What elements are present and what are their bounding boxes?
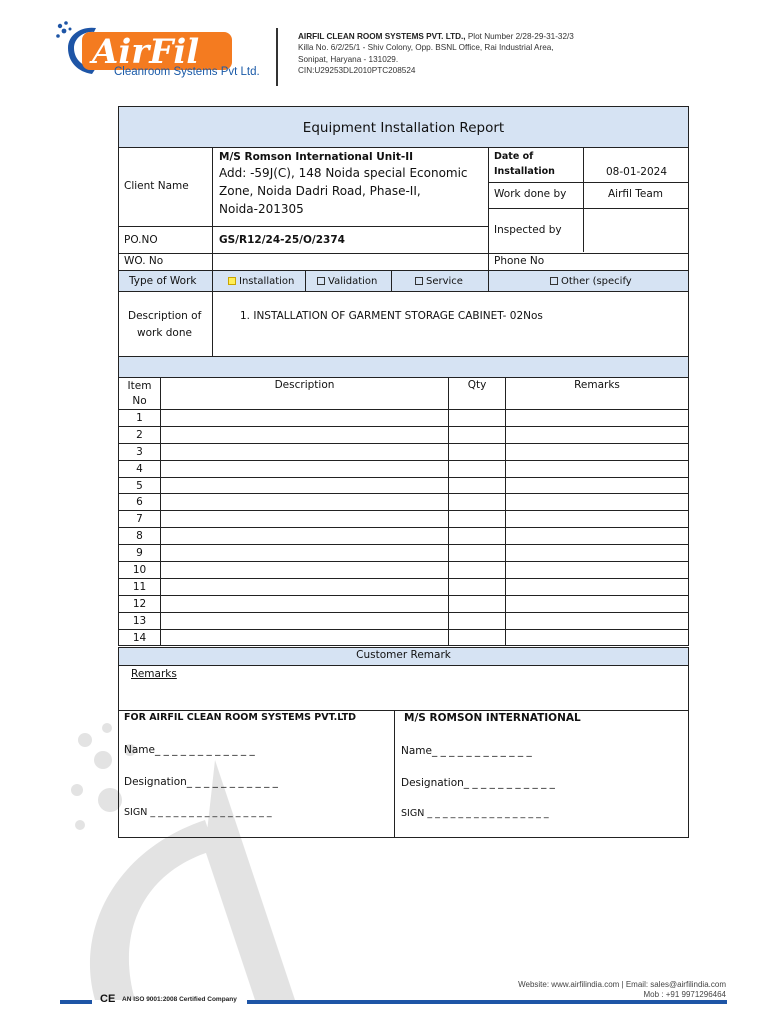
item-remarks-cell[interactable] — [506, 426, 689, 443]
checkbox-icon[interactable] — [415, 277, 423, 285]
qty-header: Qty — [449, 378, 506, 410]
item-description-cell[interactable] — [161, 578, 449, 595]
item-remarks-cell[interactable] — [506, 629, 689, 646]
table-row — [119, 494, 689, 511]
signoff-right-sign[interactable]: SIGN _ _ _ _ _ _ _ _ _ _ _ _ _ _ _ _ — [401, 808, 549, 819]
item-remarks-cell[interactable] — [506, 410, 689, 427]
item-no-header — [119, 378, 161, 410]
divider — [488, 270, 489, 292]
type-label: Installation — [239, 276, 295, 287]
type-installation-option[interactable] — [228, 276, 294, 287]
item-remarks-cell[interactable] — [506, 545, 689, 562]
client-address-3: Noida-201305 — [219, 202, 304, 216]
item-no-cell: 5 — [119, 477, 161, 494]
item-remarks-cell[interactable] — [506, 477, 689, 494]
item-no-cell: 3 — [119, 443, 161, 460]
item-qty-cell[interactable] — [449, 494, 506, 511]
checkbox-icon[interactable] — [550, 277, 558, 285]
item-description-cell[interactable] — [161, 410, 449, 427]
item-description-cell[interactable] — [161, 443, 449, 460]
signoff-left-name[interactable]: Name_ _ _ _ _ _ _ _ _ _ _ _ — [124, 744, 255, 756]
item-qty-cell[interactable] — [449, 545, 506, 562]
customer-remark-header: Customer Remark — [356, 649, 451, 661]
spacer-row — [118, 356, 689, 378]
item-qty-cell[interactable] — [449, 460, 506, 477]
item-qty-cell[interactable] — [449, 612, 506, 629]
cin-number: CIN:U29253DL2010PTC208524 — [298, 66, 416, 76]
signoff-right-designation[interactable]: Designation_ _ _ _ _ _ _ _ _ _ _ — [401, 777, 555, 789]
item-description-cell[interactable] — [161, 545, 449, 562]
item-no-cell: 7 — [119, 511, 161, 528]
client-name-label: Client Name — [124, 180, 189, 192]
type-other-option[interactable] — [550, 276, 632, 287]
item-description-cell[interactable] — [161, 528, 449, 545]
company-name: AIRFIL CLEAN ROOM SYSTEMS PVT. LTD., — [298, 32, 466, 41]
iso-certification: AN ISO 9001:2008 Certified Company — [122, 996, 237, 1003]
report-title: Equipment Installation Report — [118, 106, 689, 148]
table-row — [119, 443, 689, 460]
item-remarks-cell[interactable] — [506, 562, 689, 579]
divider — [394, 710, 395, 838]
item-remarks-cell[interactable] — [506, 595, 689, 612]
table-row — [119, 578, 689, 595]
header-divider — [276, 28, 278, 86]
item-remarks-cell[interactable] — [506, 528, 689, 545]
address-line-3: Sonipat, Haryana - 131029. — [298, 54, 399, 64]
item-qty-cell[interactable] — [449, 477, 506, 494]
item-description-cell[interactable] — [161, 494, 449, 511]
item-description-cell[interactable] — [161, 477, 449, 494]
type-of-work-label: Type of Work — [129, 275, 197, 287]
table-row — [119, 528, 689, 545]
checkbox-icon[interactable] — [228, 277, 236, 285]
type-service-option[interactable] — [415, 276, 463, 287]
table-row — [119, 511, 689, 528]
divider — [583, 147, 584, 252]
date-label-1: Date of — [494, 151, 534, 162]
item-no-cell: 13 — [119, 612, 161, 629]
po-value: GS/R12/24-25/O/2374 — [219, 234, 345, 246]
table-row — [119, 545, 689, 562]
description-label-1: Description of — [128, 310, 202, 322]
item-qty-cell[interactable] — [449, 528, 506, 545]
type-label: Validation — [328, 276, 378, 287]
phone-label: Phone No — [494, 255, 545, 267]
footer-contact — [518, 980, 726, 1000]
date-label-2: Installation — [494, 166, 555, 177]
wo-label: WO. No — [124, 255, 164, 267]
item-header-text: Item — [127, 380, 152, 392]
table-row — [119, 612, 689, 629]
address-line-1: Plot Number 2/28-29-31-32/3 — [465, 32, 574, 41]
divider — [118, 253, 689, 254]
item-description-cell[interactable] — [161, 612, 449, 629]
item-qty-cell[interactable] — [449, 426, 506, 443]
table-row — [119, 426, 689, 443]
item-no-cell: 10 — [119, 562, 161, 579]
item-remarks-cell[interactable] — [506, 460, 689, 477]
item-qty-cell[interactable] — [449, 511, 506, 528]
remarks-label: Remarks — [131, 668, 177, 680]
item-remarks-cell[interactable] — [506, 494, 689, 511]
table-row — [119, 477, 689, 494]
item-no-cell: 11 — [119, 578, 161, 595]
item-no-cell: 2 — [119, 426, 161, 443]
divider — [118, 226, 488, 227]
description-header: Description — [161, 378, 449, 410]
description-row — [118, 291, 689, 357]
items-table — [118, 377, 689, 646]
item-no-cell: 8 — [119, 528, 161, 545]
item-header-text: No — [132, 395, 147, 407]
type-validation-option[interactable] — [317, 276, 377, 287]
checkbox-icon[interactable] — [317, 277, 325, 285]
item-description-cell[interactable] — [161, 460, 449, 477]
item-description-cell[interactable] — [161, 511, 449, 528]
signoff-left-designation[interactable]: Designation_ _ _ _ _ _ _ _ _ _ _ — [124, 776, 278, 788]
footer-website: Website: www.airfilindia.com | Email: sales@airfilindia.com — [518, 980, 726, 989]
item-qty-cell[interactable] — [449, 578, 506, 595]
table-row — [119, 595, 689, 612]
signoff-right-name[interactable]: Name_ _ _ _ _ _ _ _ _ _ _ _ — [401, 745, 532, 757]
footer-mobile: Mob : +91 9971296464 — [643, 990, 726, 999]
signoff-left-sign[interactable]: SIGN _ _ _ _ _ _ _ _ _ _ _ _ _ _ _ _ — [124, 807, 272, 818]
item-description-cell[interactable] — [161, 595, 449, 612]
work-done-by-label: Work done by — [494, 188, 567, 200]
item-remarks-cell[interactable] — [506, 443, 689, 460]
footer-bar-left — [60, 1000, 92, 1004]
item-remarks-cell[interactable] — [506, 578, 689, 595]
item-qty-cell[interactable] — [449, 410, 506, 427]
items-header-row — [119, 378, 689, 410]
company-address — [298, 31, 574, 77]
item-qty-cell[interactable] — [449, 595, 506, 612]
item-no-cell: 1 — [119, 410, 161, 427]
item-remarks-cell[interactable] — [506, 612, 689, 629]
remarks-header: Remarks — [506, 378, 689, 410]
item-remarks-cell[interactable] — [506, 511, 689, 528]
description-value: 1. INSTALLATION OF GARMENT STORAGE CABINET- 02Nos — [240, 310, 543, 322]
description-label-2: work done — [137, 327, 192, 339]
table-row — [119, 629, 689, 646]
item-no-cell: 14 — [119, 629, 161, 646]
table-row — [119, 410, 689, 427]
footer-bar-right — [247, 1000, 727, 1004]
item-no-cell: 9 — [119, 545, 161, 562]
client-name-value: M/S Romson International Unit-II — [219, 151, 414, 163]
item-description-cell[interactable] — [161, 629, 449, 646]
item-no-cell: 6 — [119, 494, 161, 511]
inspected-by-label: Inspected by — [494, 224, 562, 236]
divider — [305, 270, 306, 292]
divider — [212, 270, 213, 292]
type-label: Service — [426, 276, 463, 287]
item-qty-cell[interactable] — [449, 443, 506, 460]
table-row — [119, 562, 689, 579]
divider — [488, 208, 689, 209]
address-line-2: Killa No. 6/2/25/1 - Shiv Colony, Opp. BSNL Office, Rai Industrial Area, — [298, 43, 554, 53]
item-description-cell[interactable] — [161, 562, 449, 579]
signoff-right-title: M/S ROMSON INTERNATIONAL — [404, 712, 581, 724]
item-qty-cell[interactable] — [449, 629, 506, 646]
logo-subtitle: Cleanroom Systems Pvt Ltd. — [114, 66, 260, 78]
divider — [212, 291, 213, 357]
item-no-cell: 12 — [119, 595, 161, 612]
item-no-cell: 4 — [119, 460, 161, 477]
ce-mark: CE — [100, 993, 116, 1005]
work-done-by-value: Airfil Team — [608, 188, 664, 200]
table-row — [119, 460, 689, 477]
po-label: PO.NO — [124, 234, 158, 246]
customer-remark-box[interactable] — [118, 665, 689, 711]
date-value: 08-01-2024 — [606, 166, 668, 178]
item-description-cell[interactable] — [161, 426, 449, 443]
divider — [488, 182, 689, 183]
client-address-1: Add: -59J(C), 148 Noida special Economic — [219, 166, 468, 180]
signoff-left-title: FOR AIRFIL CLEAN ROOM SYSTEMS PVT.LTD — [124, 712, 357, 723]
logo-wordmark: AirFil — [92, 32, 200, 72]
client-address-2: Zone, Noida Dadri Road, Phase-II, — [219, 184, 421, 198]
divider — [391, 270, 392, 292]
item-qty-cell[interactable] — [449, 562, 506, 579]
type-label: Other (specify — [561, 276, 632, 287]
